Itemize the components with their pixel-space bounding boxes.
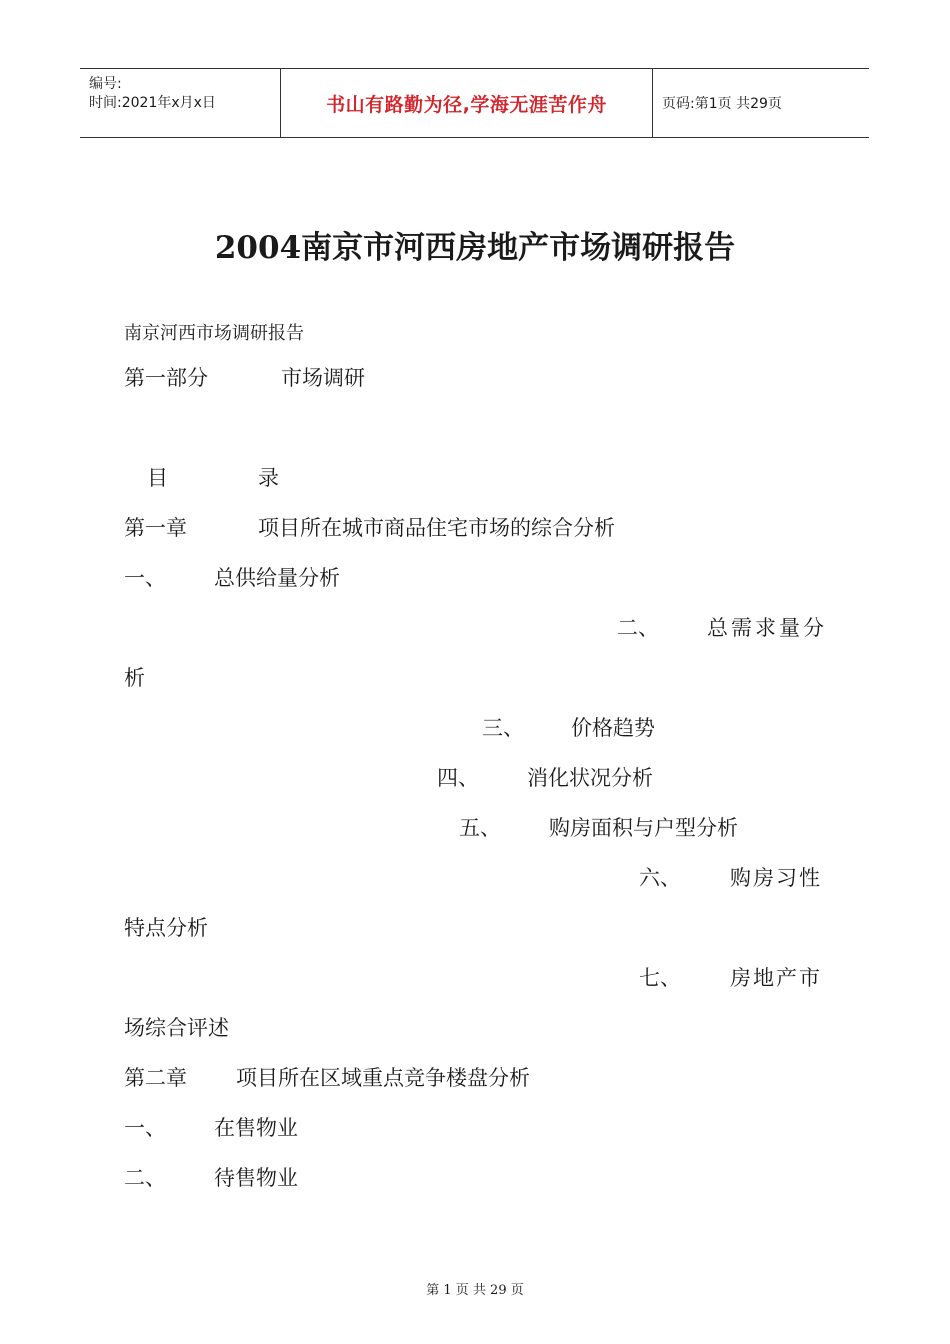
subsection1-title: 在售物业	[214, 1116, 298, 1140]
chapter1-title: 项目所在城市商品住宅市场的综合分析	[258, 516, 615, 540]
section6-number: 六、	[639, 866, 681, 890]
chapter2-label: 第二章	[124, 1066, 187, 1090]
section5-number: 五、	[459, 816, 501, 840]
section7-number: 七、	[639, 966, 681, 990]
section3-title: 价格趋势	[571, 716, 655, 740]
part-title: 市场调研	[281, 366, 365, 390]
toc-heading-a: 目	[147, 466, 168, 490]
subsection2-number: 二、	[124, 1166, 166, 1190]
section4-title: 消化状况分析	[527, 766, 653, 790]
section7-continuation: 场综合评述	[124, 1016, 229, 1040]
header-motto-cell	[281, 69, 653, 137]
section6-continuation: 特点分析	[124, 916, 208, 940]
part-label: 第一部分	[124, 366, 208, 390]
header-meta-cell	[80, 69, 281, 137]
section3-number: 三、	[482, 716, 524, 740]
chapter2-title: 项目所在区域重点竞争楼盘分析	[236, 1066, 530, 1090]
chapter1-label: 第一章	[124, 516, 187, 540]
section2-title: 总需求量分	[707, 616, 827, 640]
page-footer: 第 1 页 共 29 页	[426, 1283, 524, 1298]
page-header	[80, 68, 869, 138]
document-title: 2004南京市河西房地产市场调研报告	[214, 230, 736, 266]
header-motto: 书山有路勤为径,学海无涯苦作舟	[326, 93, 607, 116]
subsection2-title: 待售物业	[214, 1166, 298, 1190]
serial-label: 编号:	[89, 76, 122, 92]
section6-title: 购房习性	[730, 866, 822, 890]
section1-title: 总供给量分析	[214, 566, 340, 590]
section1-number: 一、	[124, 566, 166, 590]
section2-continuation: 析	[124, 666, 145, 690]
section7-title: 房地产市	[730, 966, 822, 990]
time-label: 时间:2021年x月x日	[89, 95, 216, 111]
subsection1-number: 一、	[124, 1116, 166, 1140]
header-page-info: 页码:第1页 共29页	[662, 96, 782, 112]
section2-number: 二、	[617, 616, 659, 640]
section4-number: 四、	[437, 766, 479, 790]
section5-title: 购房面积与户型分析	[549, 816, 738, 840]
subtitle: 南京河西市场调研报告	[124, 323, 304, 344]
header-page-cell	[653, 69, 869, 137]
toc-heading-b: 录	[258, 466, 279, 490]
